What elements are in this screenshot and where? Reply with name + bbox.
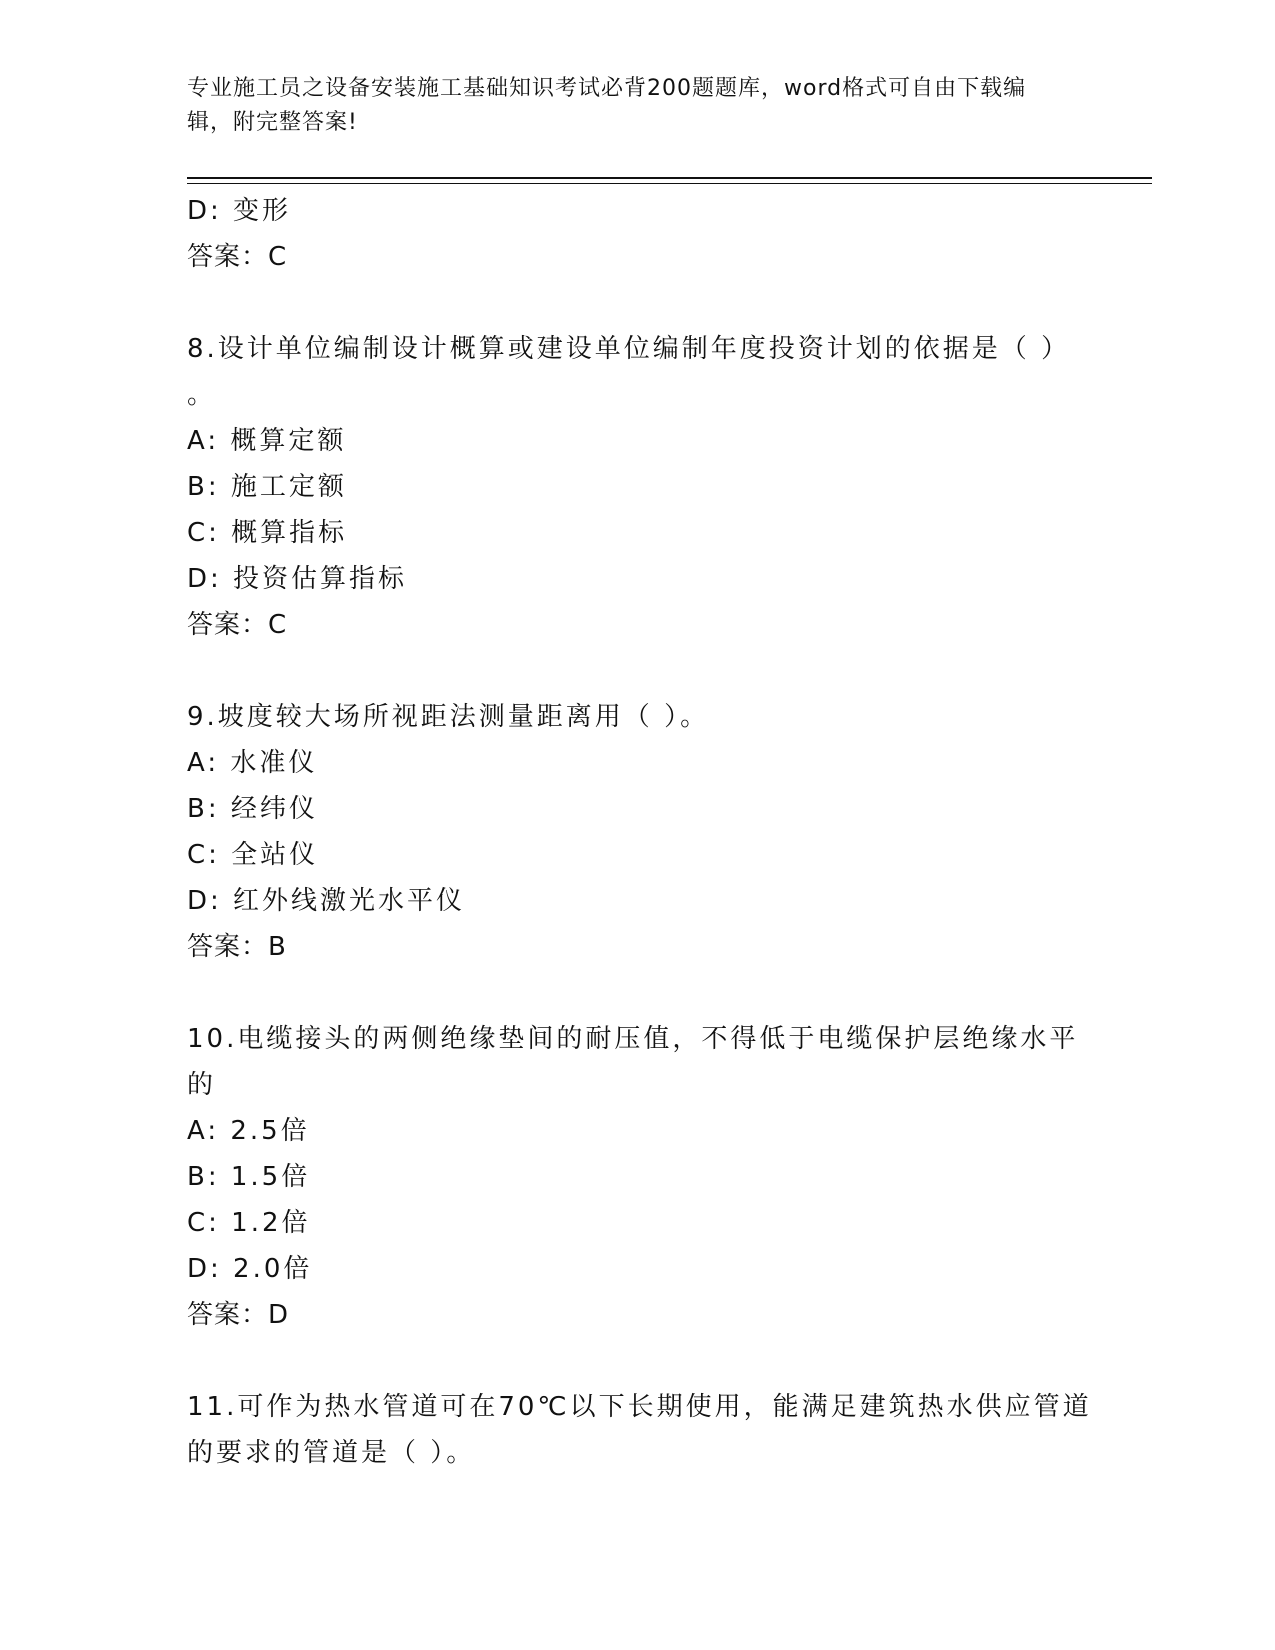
q9-option-c: C: 全站仪	[187, 840, 319, 870]
q11-text-line1: 11.可作为热水管道可在70℃以下长期使用，能满足建筑热水供应管道	[187, 1392, 1092, 1422]
q9-option-a: A: 水准仪	[187, 748, 318, 778]
q8-answer: 答案：C	[187, 610, 288, 640]
header-title: 专业施工员之设备安装施工基础知识考试必背200题题库，word格式可自由下载编辑，附完整答案!	[187, 76, 1027, 135]
q9-option-b: B: 经纬仪	[187, 794, 318, 824]
q10-option-a: A: 2.5倍	[187, 1116, 310, 1146]
prev-question-option-d: D: 变形	[187, 196, 292, 226]
q8-option-c: C: 概算指标	[187, 518, 348, 548]
prev-question-answer: 答案：C	[187, 242, 288, 272]
q10-option-b: B: 1.5倍	[187, 1162, 311, 1192]
q8-option-a: A: 概算定额	[187, 426, 347, 456]
q10-answer: 答案：D	[187, 1300, 290, 1330]
q8-text-line1: 8.设计单位编制设计概算或建设单位编制年度投资计划的依据是（ ）	[187, 334, 1071, 364]
header-divider-thin	[187, 183, 1152, 184]
q10-text-line1: 10.电缆接头的两侧绝缘垫间的耐压值，不得低于电缆保护层绝缘水平	[187, 1024, 1079, 1054]
spacer	[187, 280, 1087, 326]
question-list	[187, 188, 1092, 1476]
spacer	[187, 970, 1087, 1016]
q8-option-b: B: 施工定额	[187, 472, 347, 502]
spacer	[187, 1338, 1087, 1384]
q11-text-line2: 的要求的管道是（ ）。	[187, 1438, 476, 1468]
document-header	[187, 72, 1067, 140]
q10-option-d: D: 2.0倍	[187, 1254, 313, 1284]
header-divider-thick	[187, 177, 1152, 179]
q9-option-d: D: 红外线激光水平仪	[187, 886, 466, 916]
q10-option-c: C: 1.2倍	[187, 1208, 311, 1238]
q9-text-line1: 9.坡度较大场所视距法测量距离用（ ）。	[187, 702, 710, 732]
q8-option-d: D: 投资估算指标	[187, 564, 408, 594]
q8-text-line2: 。	[187, 380, 217, 410]
spacer	[187, 648, 1087, 694]
q10-text-line2: 的	[187, 1070, 217, 1100]
q9-answer: 答案：B	[187, 932, 287, 962]
